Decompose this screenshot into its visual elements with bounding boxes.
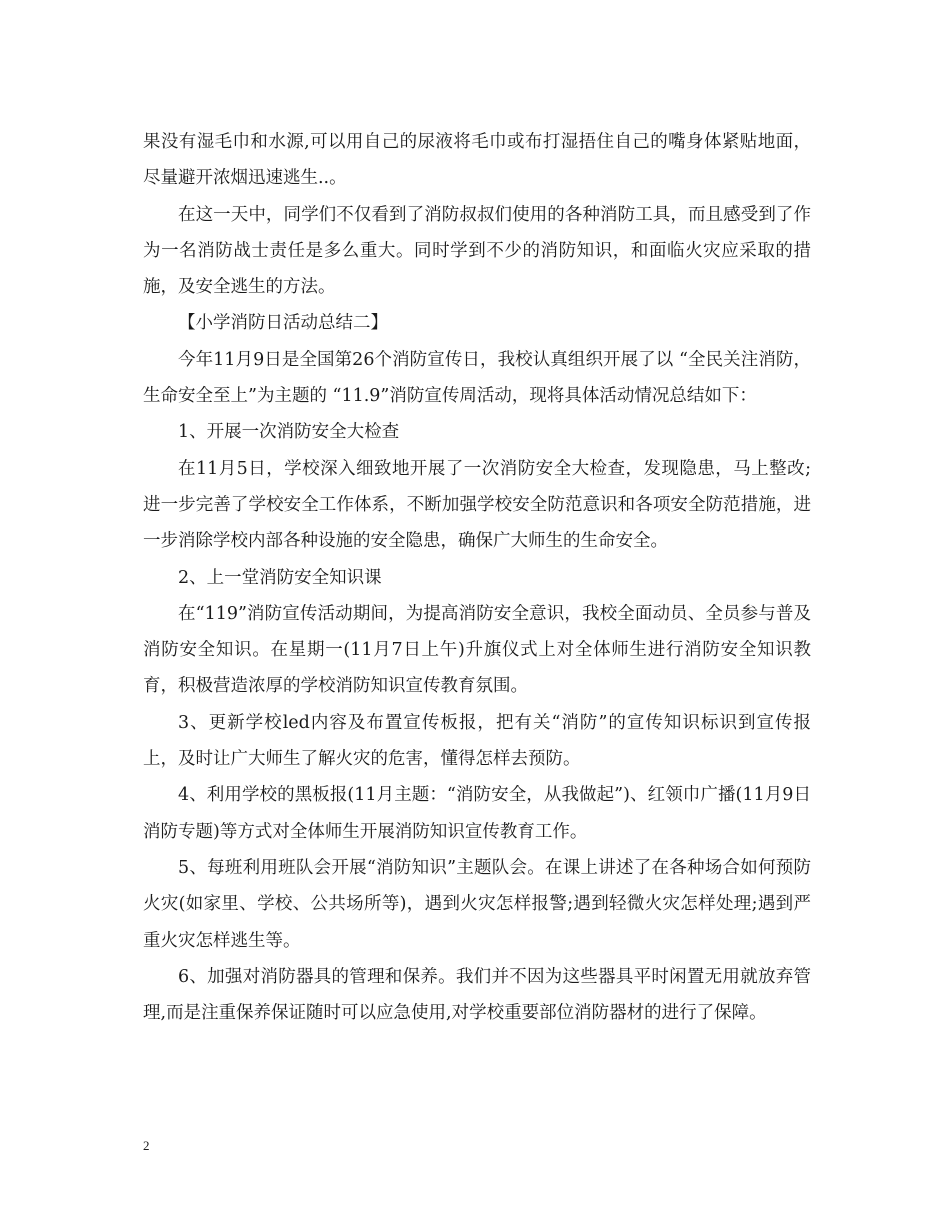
list-item-4: 4、利用学校的黑板报(11月主题：“消防安全，从我做起”)、红领巾广播(11月9日消防专题)等方式对全体师生开展消防知识宣传教育工作。 [143,785,811,842]
section-heading-summary-two: 【小学消防日活动总结二】 [178,313,388,334]
page-number: 2 [143,1138,150,1153]
list-item-6: 6、加强对消防器具的管理和保养。我们并不因为这些器具平时闲置无用就放弃管理,而是注重保养保证随时可以应急使用,对学校重要部位消防器材的进行了保障。 [143,966,811,1024]
paragraph-escape-advice: 果没有湿毛巾和水源,可以用自己的尿液将毛巾或布打湿捂住自己的嘴身体紧贴地面，尽量避开浓烟迅速逃生..。 [143,132,811,189]
paragraph-knowledge-class: 在“119”消防宣传活动期间，为提高消防安全意识，我校全面动员、全员参与普及消防安全知识。在星期一(11月7日上午)升旗仪式上对全体师生进行消防安全知识教育，积极营造浓厚的学校消防知识宣传教育氛围。 [143,603,811,697]
list-item-5: 5、每班利用班队会开展“消防知识”主题队会。在课上讲述了在各种场合如何预防火灾(如家里、学校、公共场所等)，遇到火灾怎样报警;遇到轻微火灾怎样处理;遇到严重火灾怎样逃生等。 [143,857,811,951]
paragraph-intro: 今年11月9日是全国第26个消防宣传日，我校认真组织开展了以 “全民关注消防，生命安全至上”为主题的 “11.9”消防宣传周活动，现将具体活动情况总结如下： [143,349,811,407]
list-item-3: 3、更新学校led内容及布置宣传板报，把有关“消防”的宣传知识标识到宣传报上，及时让广大师生了解火灾的危害，懂得怎样去预防。 [143,712,811,770]
list-heading-2: 2、上一堂消防安全知识课 [178,567,382,588]
paragraph-day-summary: 在这一天中，同学们不仅看到了消防叔叔们使用的各种消防工具，而且感受到了作为一名消防战士责任是多么重大。同时学到不少的消防知识，和面临火灾应采取的措施，及安全逃生的方法。 [143,204,811,298]
paragraph-inspection: 在11月5日，学校深入细致地开展了一次消防安全大检查，发现隐患，马上整改;进一步完善了学校安全工作体系，不断加强学校安全防范意识和各项安全防范措施，进一步消除学校内部各种设施的安全隐患，确保广大师生的生命安全。 [143,458,811,552]
document-body [143,124,811,1031]
list-heading-1: 1、开展一次消防安全大检查 [178,422,400,443]
